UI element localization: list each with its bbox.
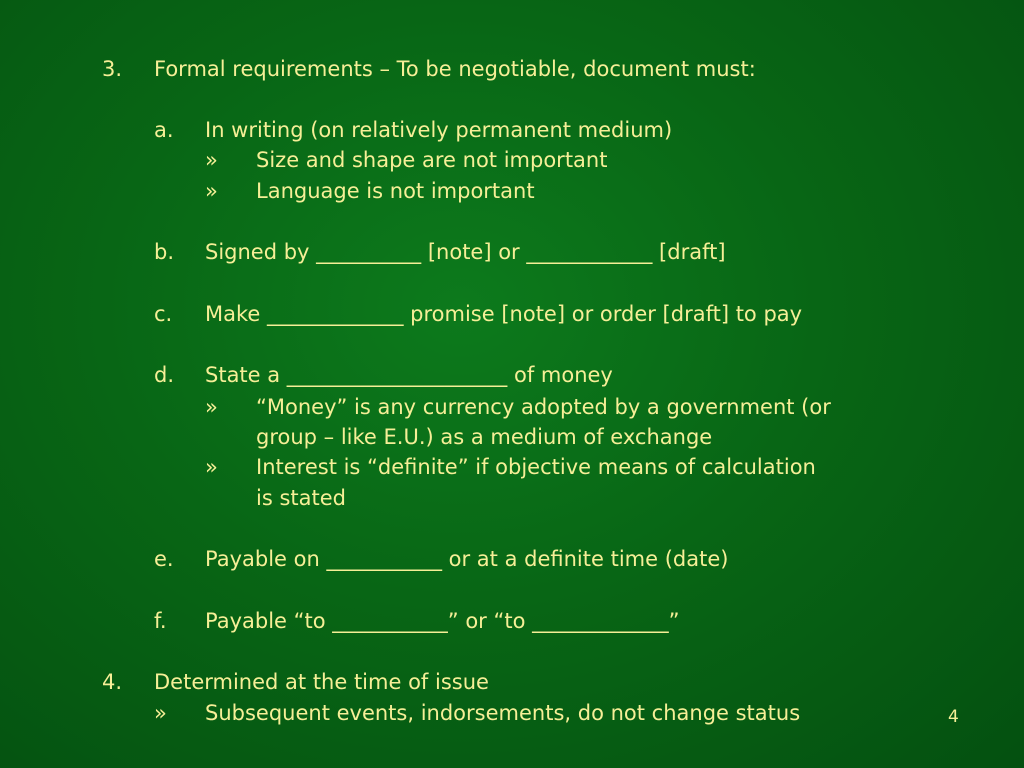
bullet-marker: »: [154, 701, 167, 725]
item-b-text: Signed by __________ [note] or ____________ [draft]: [205, 240, 726, 264]
list-marker-f: f.: [154, 609, 167, 633]
item-d-sub-2: Interest is “definite” if objective means of calculation: [256, 455, 816, 479]
bullet-marker: »: [205, 179, 218, 203]
list-marker-4: 4.: [102, 670, 123, 694]
item-d-sub-1: “Money” is any currency adopted by a government (or: [256, 395, 831, 419]
list-marker-c: c.: [154, 302, 173, 326]
item-3-text: Formal requirements – To be negotiable, document must:: [154, 57, 756, 81]
bullet-marker: »: [205, 395, 218, 419]
list-marker-b: b.: [154, 240, 175, 264]
bullet-marker: »: [205, 455, 218, 479]
item-4-text: Determined at the time of issue: [154, 670, 489, 694]
slide-number: 4: [948, 707, 959, 727]
list-marker-a: a.: [154, 118, 174, 142]
item-d-text: State a _____________________ of money: [205, 363, 613, 387]
bullet-marker: »: [205, 148, 218, 172]
item-a-sub-2: Language is not important: [256, 179, 535, 203]
list-marker-e: e.: [154, 547, 174, 571]
item-d-sub-2-continuation: is stated: [256, 486, 346, 510]
item-a-text: In writing (on relatively permanent medium): [205, 118, 673, 142]
item-c-text: Make _____________ promise [note] or order [draft] to pay: [205, 302, 803, 326]
list-marker-3: 3.: [102, 57, 123, 81]
list-marker-d: d.: [154, 363, 175, 387]
item-f-text: Payable “to ___________” or “to _____________”: [205, 609, 680, 633]
item-a-sub-1: Size and shape are not important: [256, 148, 608, 172]
item-4-sub-1: Subsequent events, indorsements, do not change status: [205, 701, 801, 725]
item-d-sub-1-continuation: group – like E.U.) as a medium of exchange: [256, 425, 713, 449]
item-e-text: Payable on ___________ or at a definite time (date): [205, 547, 729, 571]
